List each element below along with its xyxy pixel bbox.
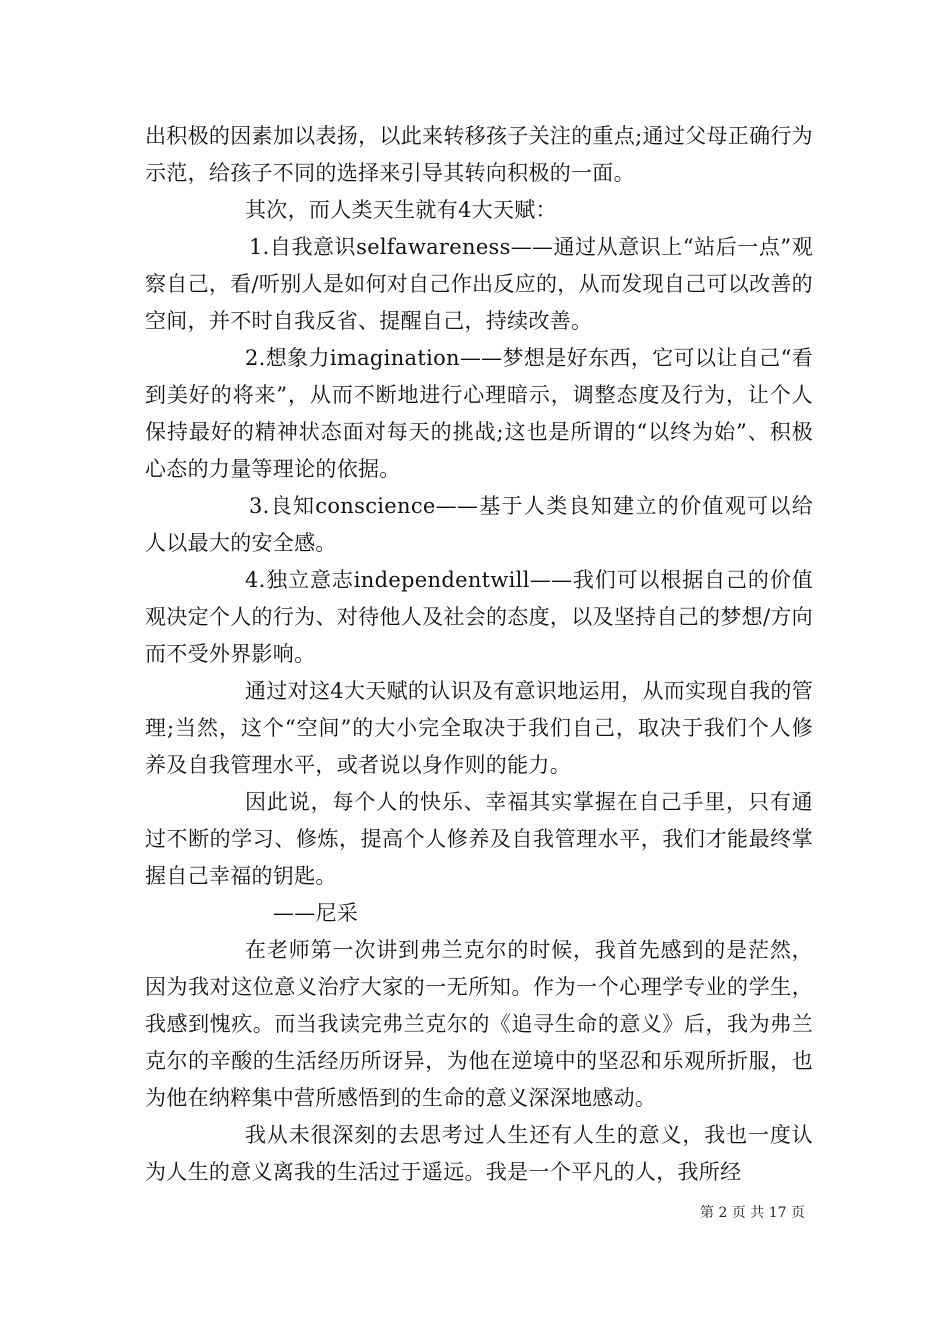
paragraph-continuation: 出积极的因素加以表扬，以此来转移孩子关注的重点;通过父母正确行为示范，给孩子不同的选择来引导其转向积极的一面。 bbox=[145, 124, 813, 185]
document-body bbox=[145, 118, 813, 1191]
paragraph-life-meaning: 我从未很深刻的去思考过人生还有人生的意义，我也一度认为人生的意义离我的生活过于遥远。我是一个平凡的人，我所经 bbox=[145, 1123, 813, 1184]
paragraph-talent-2: 2.想象力imagination——梦想是好东西，它可以让自己“看到美好的将来”，从而不断地进行心理暗示，调整态度及行为，让个人保持最好的精神状态面对每天的挑战;这也是所谓的“以终为始”、积极心态的力量等理论的依据。 bbox=[145, 346, 813, 481]
paragraph-talent-4: 4.独立意志independentwill——我们可以根据自己的价值观决定个人的行为、对待他人及社会的态度，以及坚持自己的梦想/方向而不受外界影响。 bbox=[145, 568, 813, 666]
paragraph-talent-3: 3.良知conscience——基于人类良知建立的价值观可以给人以最大的安全感。 bbox=[145, 494, 813, 555]
paragraph-conclusion: 因此说，每个人的快乐、幸福其实掌握在自己手里，只有通过不断的学习、修炼，提高个人修养及自我管理水平，我们才能最终掌握自己幸福的钥匙。 bbox=[145, 790, 813, 888]
paragraph-frankl-intro: 在老师第一次讲到弗兰克尔的时候，我首先感到的是茫然，因为我对这位意义治疗大家的一无所知。作为一个心理学专业的学生，我感到愧疚。而当我读完弗兰克尔的《追寻生命的意义》后，我为弗兰克尔的辛酸的生活经历所讶异，为他在逆境中的坚忍和乐观所折服，也为他在纳粹集中营所感悟到的生命的意义深深地感动。 bbox=[145, 938, 813, 1110]
paragraph-self-management: 通过对这4大天赋的认识及有意识地运用，从而实现自我的管理;当然，这个“空间”的大小完全取决于我们自己，取决于我们个人修养及自我管理水平，或者说以身作则的能力。 bbox=[145, 679, 813, 777]
quote-attribution: ——尼采 bbox=[273, 901, 359, 925]
page-number-footer: 第 2 页 共 17 页 bbox=[700, 1205, 805, 1221]
paragraph-intro-talents: 其次，而人类天生就有4大天赋： bbox=[245, 198, 557, 222]
paragraph-talent-1: 1.自我意识selfawareness——通过从意识上“站后一点”观察自己，看/听别人是如何对自己作出反应的，从而发现自己可以改善的空间，并不时自我反省、提醒自己，持续改善。 bbox=[145, 235, 813, 333]
